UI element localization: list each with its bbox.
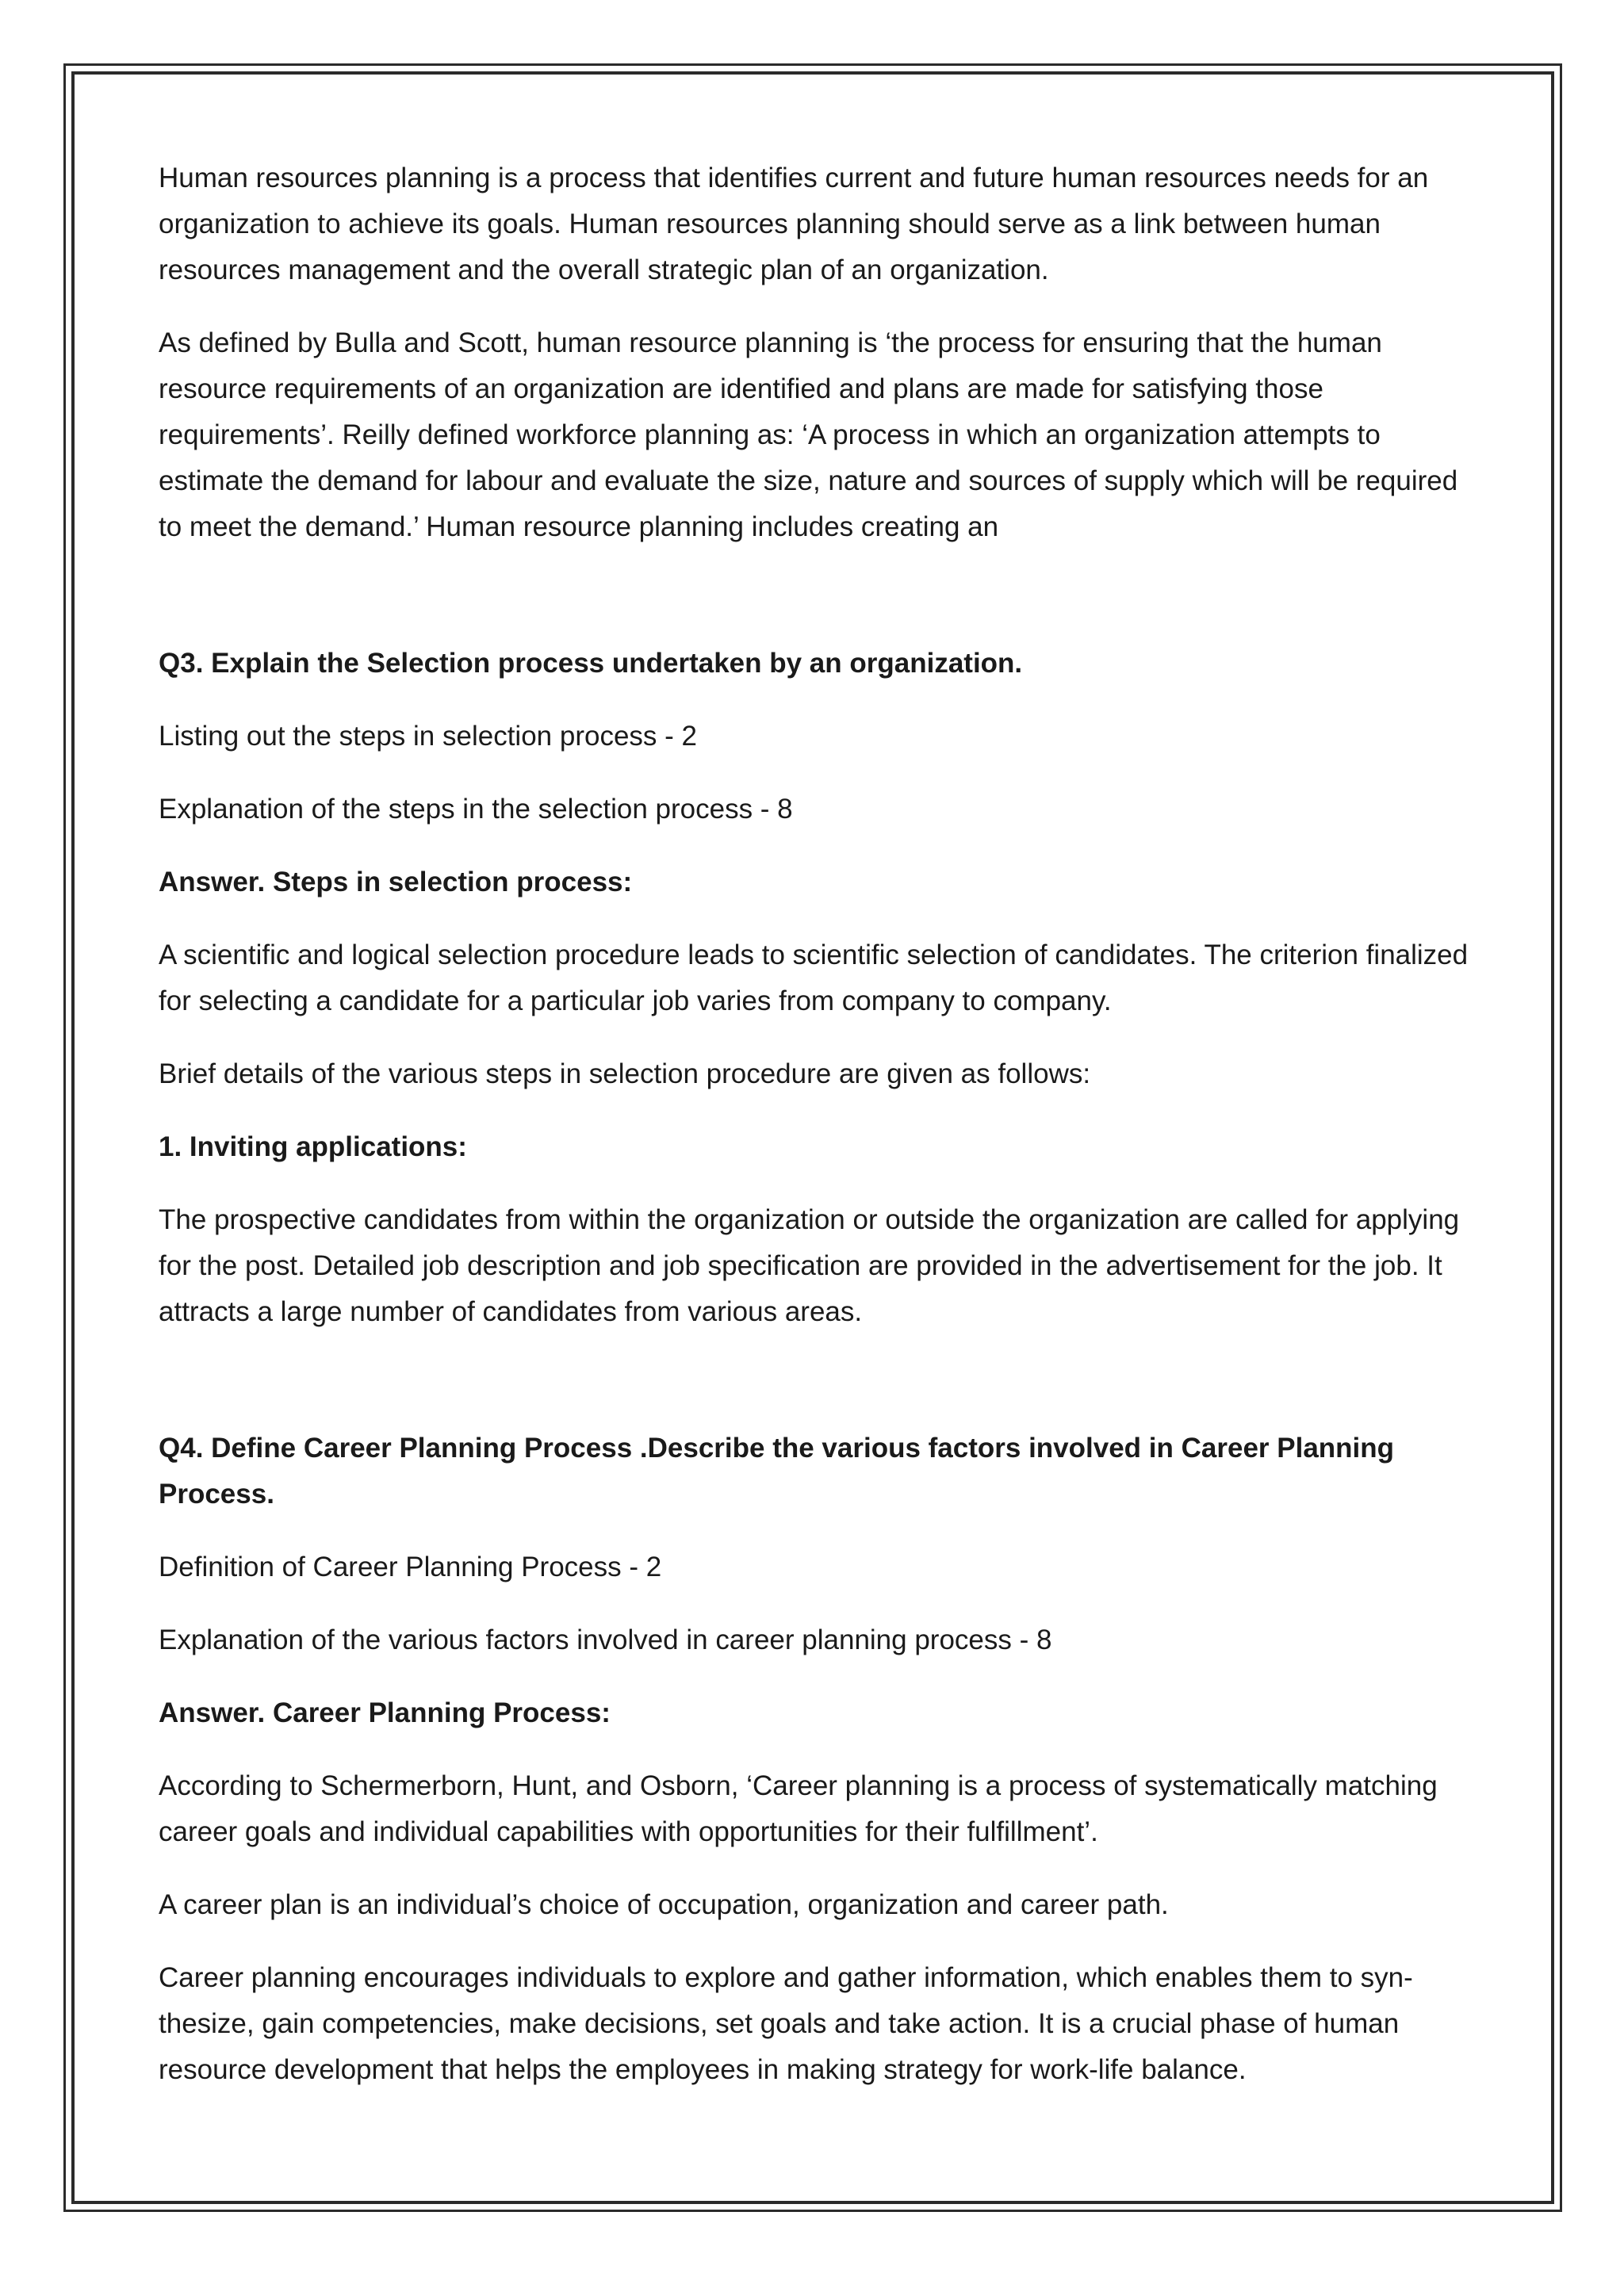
q3-marks-listing: Listing out the steps in selection process - 2 xyxy=(159,721,697,752)
q3-question: Q3. Explain the Selection process undertaken by an organization. xyxy=(159,648,1023,679)
q4-answer-heading: Answer. Career Planning Process: xyxy=(159,1697,611,1728)
q3-answer-heading: Answer. Steps in selection process: xyxy=(159,867,633,897)
q4-answer-paragraph-3: Career planning encourages individuals to explore and gather information, which enables them to syn-thesize, gain competencies, make decisions, set goals and take action. It is a crucial phase of human resource development that helps the employees in making strategy for work-life balance. xyxy=(159,1962,1413,2085)
q3-step-heading: 1. Inviting applications: xyxy=(159,1131,467,1162)
section-spacer xyxy=(159,1362,1475,1425)
q4-question: Q4. Define Career Planning Process .Describe the various factors involved in Career Planning Process. xyxy=(159,1433,1395,1510)
q3-answer-paragraph-1: A scientific and logical selection procedure leads to scientific selection of candidates. The criterion finalized for selecting a candidate for a particular job varies from company to company. xyxy=(159,939,1469,1016)
q4-answer-paragraph-2: A career plan is an individual’s choice of occupation, organization and career path. xyxy=(159,1889,1169,1920)
q3-marks-explanation: Explanation of the steps in the selection process - 8 xyxy=(159,794,793,825)
q4-answer-paragraph-1: According to Schermerborn, Hunt, and Osborn, ‘Career planning is a process of systematically matching career goals and individual capabilities with opportunities for their fulfillment’. xyxy=(159,1770,1438,1847)
intro-paragraph-2: As defined by Bulla and Scott, human resource planning is ‘the process for ensuring that the human resource requirements of an organization are identified and plans are made for satisfying those requirements’. Reilly defined workforce planning as: ‘A process in which an organization attempts to estimate the demand for labour and evaluate the size, nature and sources of supply which will be required to meet the demand.’ Human resource planning includes creating an xyxy=(159,327,1458,542)
document-body xyxy=(159,155,1475,2120)
intro-paragraph-1: Human resources planning is a process that identifies current and future human resources needs for an organization to achieve its goals. Human resources planning should serve as a link between human resources management and the overall strategic plan of an organization. xyxy=(159,163,1429,285)
q3-answer-paragraph-2: Brief details of the various steps in selection procedure are given as follows: xyxy=(159,1058,1091,1089)
q3-answer-paragraph-3: The prospective candidates from within the organization or outside the organization are called for applying for the post. Detailed job description and job specification are provided in the advertisement for the job. It attracts a large number of candidates from various areas. xyxy=(159,1204,1460,1327)
section-spacer xyxy=(159,577,1475,641)
q4-marks-definition: Definition of Career Planning Process - 2 xyxy=(159,1552,662,1582)
q4-marks-explanation: Explanation of the various factors involved in career planning process - 8 xyxy=(159,1624,1052,1655)
